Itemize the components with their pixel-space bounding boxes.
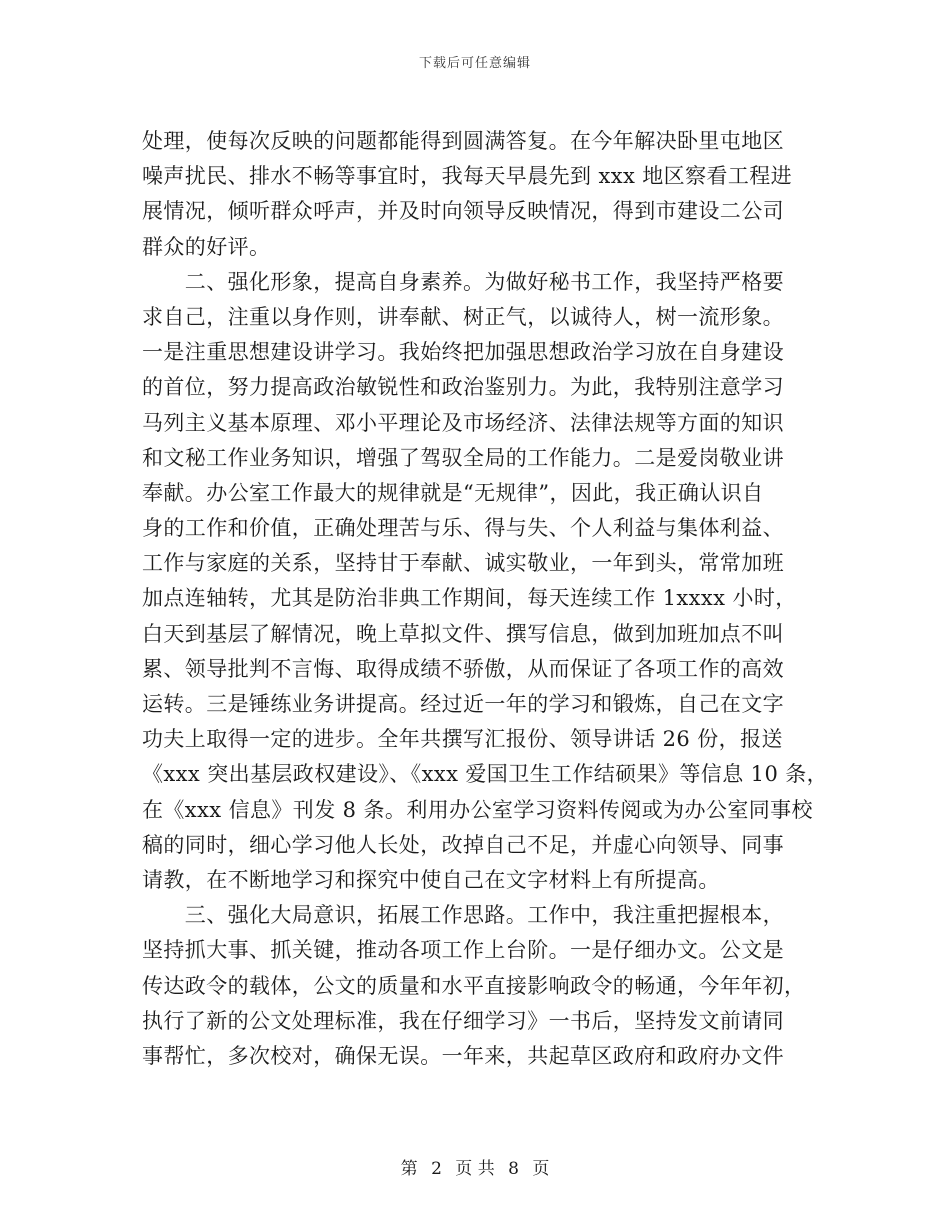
text-line: 身的工作和价值，正确处理苦与乐、得与失、个人利益与集体利益、 [142,516,784,541]
text-line: 马列主义基本原理、邓小平理论及市场经济、法律法规等方面的知识 [142,410,784,435]
text-line: 运转。三是锤练业务讲提高。经过近一年的学习和锻炼，自己在文字 [142,692,784,716]
page-number: 2 [431,1159,442,1179]
text-line: 累、领导批判不言悔、取得成绩不骄傲，从而保证了各项工作的高效 [142,656,784,681]
text-line: 请教，在不断地学习和探究中使自己在文字材料上有所提高。 [142,867,720,892]
text-line: 事帮忙，多次校对，确保无误。一年来，共起草区政府和政府办文件 [142,1043,784,1068]
text-line: 的首位，努力提高政治敏锐性和政治鉴别力。为此，我特别注意学习 [142,375,784,400]
page-header: 下载后可任意编辑 [418,56,531,71]
text-line: 功夫上取得一定的进步。全年共撰写汇报份、领导讲话 26 份，报送 [142,727,783,752]
footer-middle: 页 共 [455,1159,495,1179]
text-line: 执行了新的公文处理标准，我在仔细学习》一书后，坚持发文前请同 [142,1008,784,1033]
text-line: 噪声扰民、排水不畅等事宜时，我每天早晨先到 xxx 地区察看工程进 [142,164,793,189]
footer-suffix: 页 [532,1159,550,1179]
text-line: 和文秘工作业务知识，增强了驾驭全局的工作能力。二是爱岗敬业讲 [142,445,784,470]
page-footer [0,1154,950,1179]
page-total: 8 [508,1159,519,1179]
text-line: 展情况，倾听群众呼声，并及时向领导反映情况，得到市建设二公司 [142,199,784,224]
text-line: 坚持抓大事、抓关键，推动各项工作上台阶。一是仔细办文。公文是 [142,938,784,963]
text-line: 白天到基层了解情况，晚上草拟文件、撰写信息，做到加班加点不叫 [142,621,784,646]
text-line: 奉献。办公室工作最大的规律就是“无规律”，因此，我正确认识自 [142,480,764,505]
text-line: 传达政令的载体，公文的质量和水平直接影响政令的畅通，今年年初， [142,973,806,998]
text-line: 工作与家庭的关系，坚持甘于奉献、诚实敬业，一年到头，常常加班 [142,551,784,576]
text-line: 在《xxx 信息》刊发 8 条。利用办公室学习资料传阅或为办公室同事校 [142,797,813,822]
text-line: 群众的好评。 [142,234,271,259]
text-line: 加点连轴转，尤其是防治非典工作期间，每天连续工作 1xxxx 小时， [142,586,797,611]
text-line: 三、强化大局意识，拓展工作思路。工作中，我注重把握根本， [142,903,784,928]
footer-prefix: 第 [400,1159,418,1179]
text-line: 一是注重思想建设讲学习。我始终把加强思想政治学习放在自身建设 [142,340,784,365]
text-line: 处理，使每次反映的问题都能得到圆满答复。在今年解决卧里屯地区 [142,129,784,153]
text-line: 稿的同时，细心学习他人长处，改掉自己不足，并虚心向领导、同事 [142,832,784,857]
text-line: 求自己，注重以身作则，讲奉献、树正气，以诚待人，树一流形象。 [142,304,784,329]
text-line: 二、强化形象，提高自身素养。为做好秘书工作，我坚持严格要 [142,269,784,294]
text-line: 《xxx 突出基层政权建设》、《xxx 爱国卫生工作结硕果》等信息 10 条， [142,762,829,787]
document-body [142,124,829,1074]
